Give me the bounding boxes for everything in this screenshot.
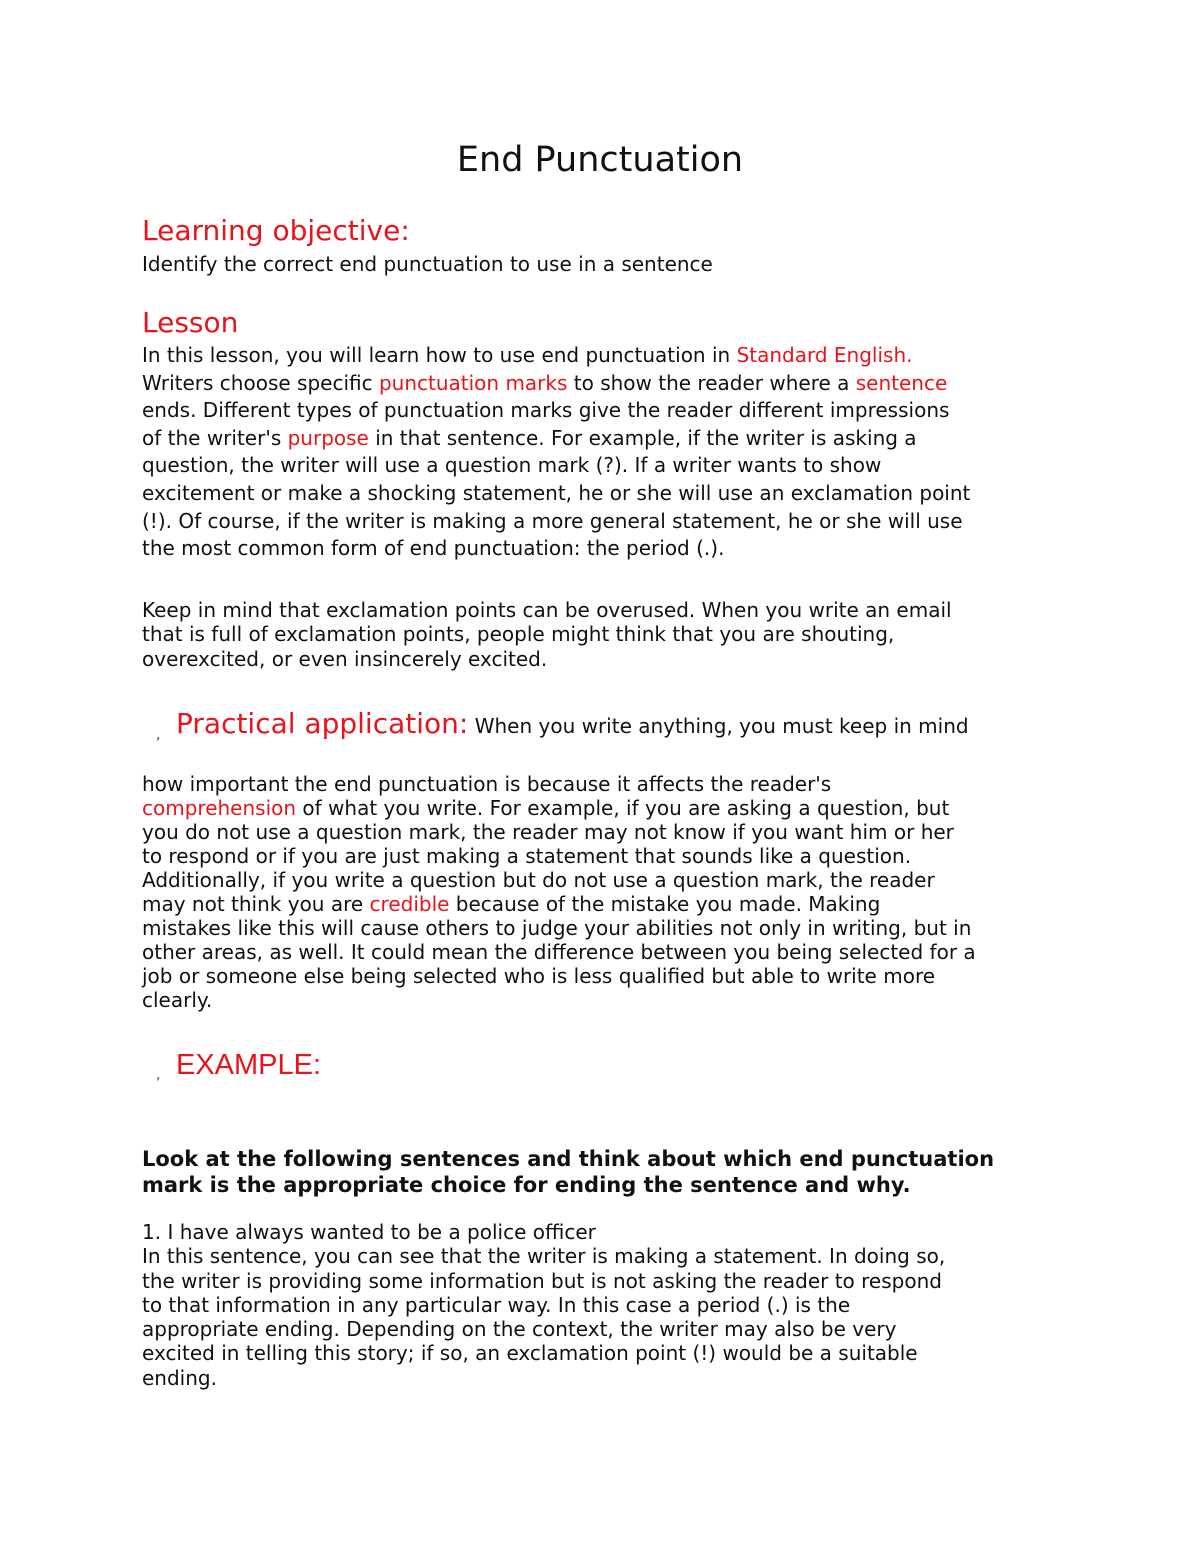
lesson-line: excitement or make a shocking statement, he or she will use an exclamation point [142, 480, 971, 505]
lesson-line: of the writer's purpose in that sentence. For example, if the writer is asking a [142, 425, 917, 450]
lesson-line: ends. Different types of punctuation marks give the reader different impressions [142, 398, 950, 423]
objective-text: Identify the correct end punctuation to use in a sentence [142, 252, 713, 276]
objective-heading: Learning objective: [142, 214, 410, 247]
term-punctuation-marks: punctuation marks [378, 370, 568, 395]
practical-paragraph: how important the end punctuation is because it affects the reader's comprehension of what you write. For example, if you are asking a question, but you do not use a question mark, the reader may not know if you want him or her to respond or if you are just making a statement that sounds like a question. Additionally, if you write a question but do not use a question mark, the reader may not think you are credible because of the mistake you made. Making mistakes like this will cause others to judge your abilities not only in writing, but in other areas, as well. It could mean the difference between you being selected for a job or someone else being selected who is less qualified but able to write more clearly. [142, 772, 976, 1012]
example-sentence: 1. I have always wanted to be a police officer [142, 1220, 596, 1244]
lesson-line: (!). Of course, if the writer is making a more general statement, he or she will use [142, 508, 963, 533]
example-heading: EXAMPLE: [176, 1049, 322, 1081]
lesson-paragraph [142, 342, 1072, 563]
practical-marker: , [156, 727, 161, 743]
lesson-line: Writers choose specific punctuation marks to show the reader where a sentence [142, 370, 948, 395]
lesson-heading: Lesson [142, 306, 239, 339]
practical-intro-text: When you write anything, you must keep in mind [468, 714, 969, 738]
term-sentence: sentence [855, 370, 948, 395]
term-standard-english: Standard English. [736, 343, 913, 367]
term-purpose: purpose [287, 425, 369, 450]
lesson-line: the most common form of end punctuation: the period (.). [142, 536, 725, 561]
term-comprehension: comprehension [142, 796, 297, 820]
example-prompt: Look at the following sentences and think about which end punctuation mark is the appropriate choice for ending the sentence and why. [142, 1147, 995, 1197]
page-title: End Punctuation [456, 140, 744, 180]
lesson-line: In this lesson, you will learn how to use end punctuation in Standard English. [142, 343, 913, 367]
keep-in-mind-paragraph: Keep in mind that exclamation points can be overused. When you write an email that is full of exclamation points, people might think that you are shouting, overexcited, or even insincerely excited. [142, 598, 952, 671]
lesson-line: question, the writer will use a question mark (?). If a writer wants to show [142, 453, 882, 478]
practical-heading: Practical application: [176, 707, 469, 740]
example-marker: , [156, 1067, 161, 1083]
term-credible: credible [369, 892, 450, 916]
practical-application [176, 705, 969, 743]
example-item: 1. I have always wanted to be a police officer In this sentence, you can see that the writer is making a statement. In doing so, the writer is providing some information but is not asking the reader to respond to that information in any particular way. In this case a period (.) is the appropriate ending. Depending on the context, the writer may also be very excited in telling this story; if so, an exclamation point (!) would be a suitable ending. [142, 1220, 1072, 1390]
